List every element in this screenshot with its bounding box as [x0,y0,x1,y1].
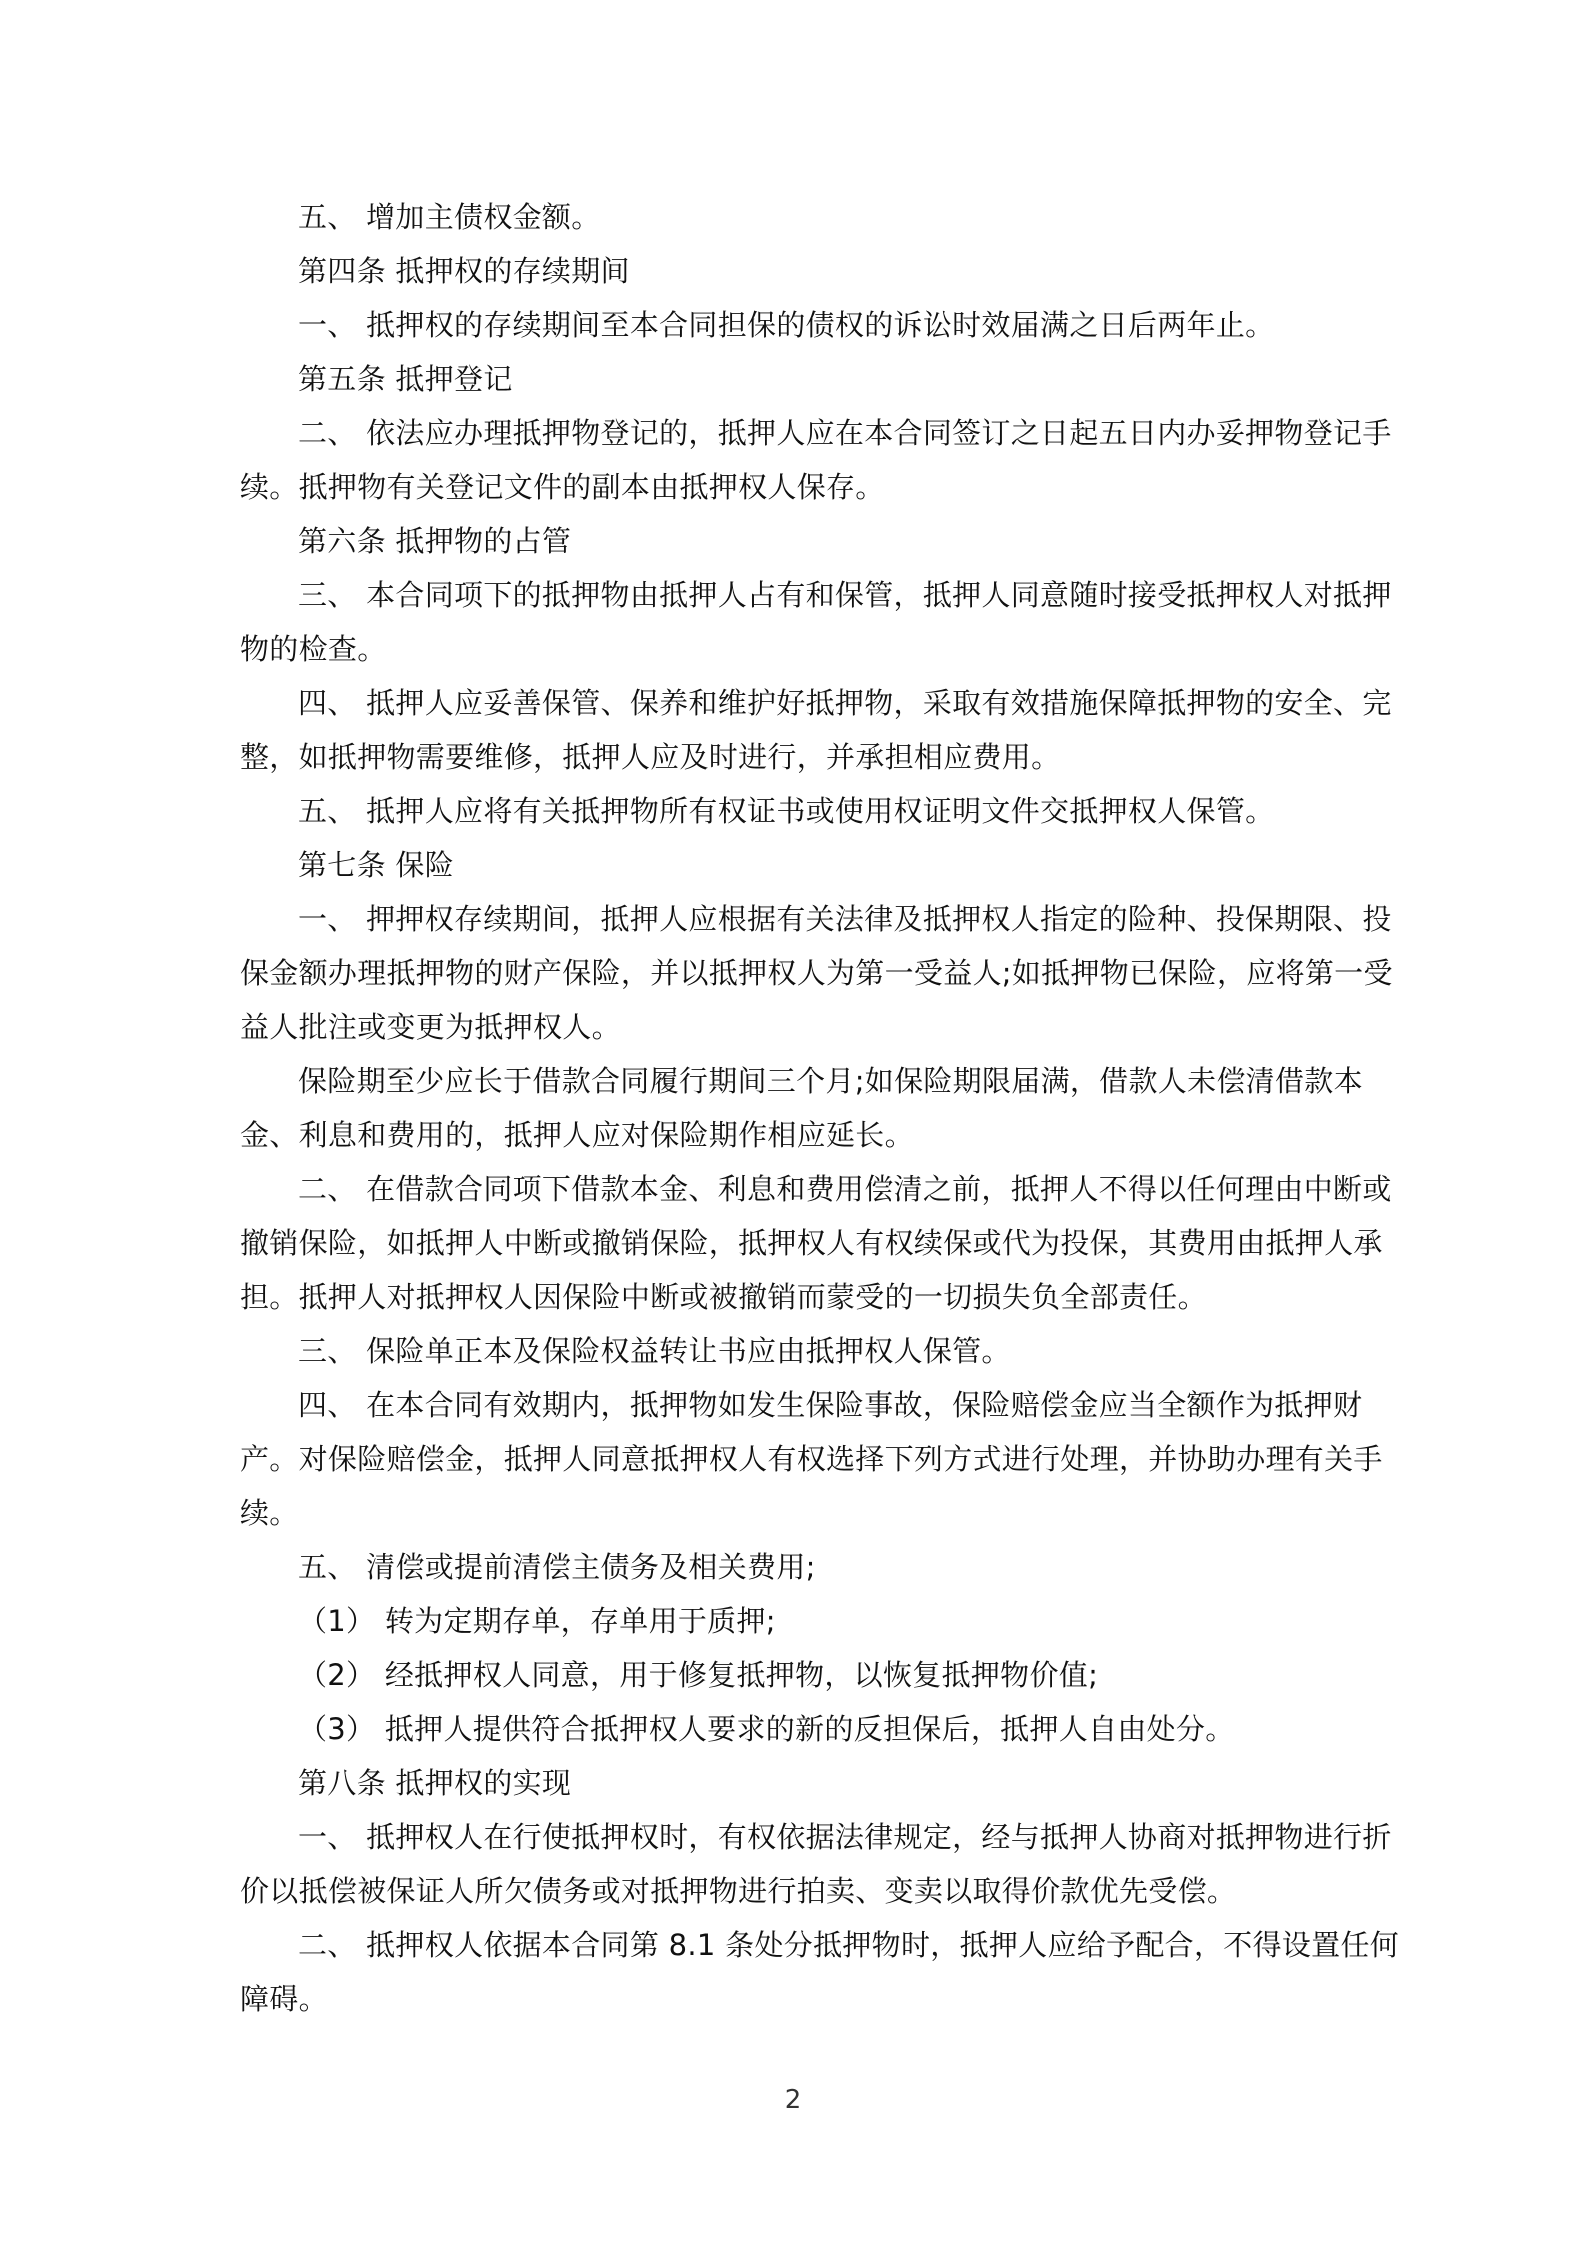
paragraph [240,892,1393,1054]
paragraph-line: 二、 抵押权人依据本合同第 8.1 条处分抵押物时，抵押人应给予配合，不得设置任何 [298,1928,1400,1962]
paragraph [240,1702,1355,1756]
paragraph-line: 益人批注或变更为抵押权人。 [240,1010,621,1044]
paragraph [240,784,1355,838]
page-number: 2 [784,2085,802,2115]
paragraph-line: 第七条 保险 [298,848,455,882]
paragraph-line: 三、 保险单正本及保险权益转让书应由抵押权人保管。 [298,1334,1011,1368]
paragraph [240,1810,1392,1918]
paragraph-line: 一、 押押权存续期间，抵押人应根据有关法律及抵押权人指定的险种、投保期限、投 [298,902,1392,936]
paragraph [240,1324,1355,1378]
paragraph-line: 物的检查。 [240,632,387,666]
paragraph [240,676,1392,784]
paragraph-line: （2） 经抵押权人同意，用于修复抵押物，以恢复抵押物价值; [298,1658,1099,1692]
paragraph [240,568,1392,676]
paragraph [240,406,1392,514]
paragraph-line: 障碍。 [240,1982,328,2016]
paragraph-line: 撤销保险，如抵押人中断或撤销保险，抵押权人有权续保或代为投保，其费用由抵押人承 [240,1226,1383,1260]
paragraph-line: 五、 抵押人应将有关抵押物所有权证书或使用权证明文件交抵押权人保管。 [298,794,1275,828]
paragraph [240,1918,1400,2026]
document-body [240,190,1400,2026]
paragraph-line: 二、 依法应办理抵押物登记的，抵押人应在本合同签订之日起五日内办妥押物登记手 [298,416,1392,450]
paragraph [240,244,1355,298]
paragraph-line: 第四条 抵押权的存续期间 [298,254,630,288]
paragraph [240,1054,1363,1162]
paragraph [240,1756,1355,1810]
paragraph-line: 整，如抵押物需要维修，抵押人应及时进行，并承担相应费用。 [240,740,1061,774]
paragraph-line: 续。 [240,1496,299,1530]
paragraph [240,1162,1392,1324]
paragraph-line: 金、利息和费用的，抵押人应对保险期作相应延长。 [240,1118,914,1152]
paragraph-line: 保险期至少应长于借款合同履行期间三个月;如保险期限届满，借款人未偿清借款本 [298,1064,1363,1098]
paragraph-line: 四、 在本合同有效期内，抵押物如发生保险事故，保险赔偿金应当全额作为抵押财 [298,1388,1363,1422]
paragraph-line: 五、 清偿或提前清偿主债务及相关费用; [298,1550,816,1584]
paragraph-line: 价以抵偿被保证人所欠债务或对抵押物进行拍卖、变卖以取得价款优先受偿。 [240,1874,1237,1908]
paragraph-line: 三、 本合同项下的抵押物由抵押人占有和保管，抵押人同意随时接受抵押权人对抵押 [298,578,1392,612]
paragraph [240,514,1355,568]
paragraph [240,1540,1355,1594]
paragraph-line: 第六条 抵押物的占管 [298,524,572,558]
paragraph-line: （1） 转为定期存单，存单用于质押; [298,1604,776,1638]
paragraph [240,1648,1355,1702]
paragraph [240,190,1355,244]
paragraph-line: 四、 抵押人应妥善保管、保养和维护好抵押物，采取有效措施保障抵押物的安全、完 [298,686,1392,720]
paragraph-line: 担。抵押人对抵押权人因保险中断或被撤销而蒙受的一切损失负全部责任。 [240,1280,1207,1314]
paragraph [240,838,1355,892]
paragraph [240,1378,1383,1540]
paragraph-line: 一、 抵押权的存续期间至本合同担保的债权的诉讼时效届满之日后两年止。 [298,308,1275,342]
paragraph-line: 五、 增加主债权金额。 [298,200,601,234]
paragraph-line: （3） 抵押人提供符合抵押权人要求的新的反担保后，抵押人自由处分。 [298,1712,1235,1746]
paragraph-line: 二、 在借款合同项下借款本金、利息和费用偿清之前，抵押人不得以任何理由中断或 [298,1172,1392,1206]
paragraph [240,352,1355,406]
paragraph-line: 第八条 抵押权的实现 [298,1766,572,1800]
paragraph-line: 一、 抵押权人在行使抵押权时，有权依据法律规定，经与抵押人协商对抵押物进行折 [298,1820,1392,1854]
paragraph [240,298,1355,352]
paragraph-line: 保金额办理抵押物的财产保险，并以抵押权人为第一受益人;如抵押物已保险，应将第一受 [240,956,1393,990]
paragraph-line: 第五条 抵押登记 [298,362,513,396]
paragraph [240,1594,1355,1648]
paragraph-line: 续。抵押物有关登记文件的副本由抵押权人保存。 [240,470,885,504]
paragraph-line: 产。对保险赔偿金，抵押人同意抵押权人有权选择下列方式进行处理，并协助办理有关手 [240,1442,1383,1476]
